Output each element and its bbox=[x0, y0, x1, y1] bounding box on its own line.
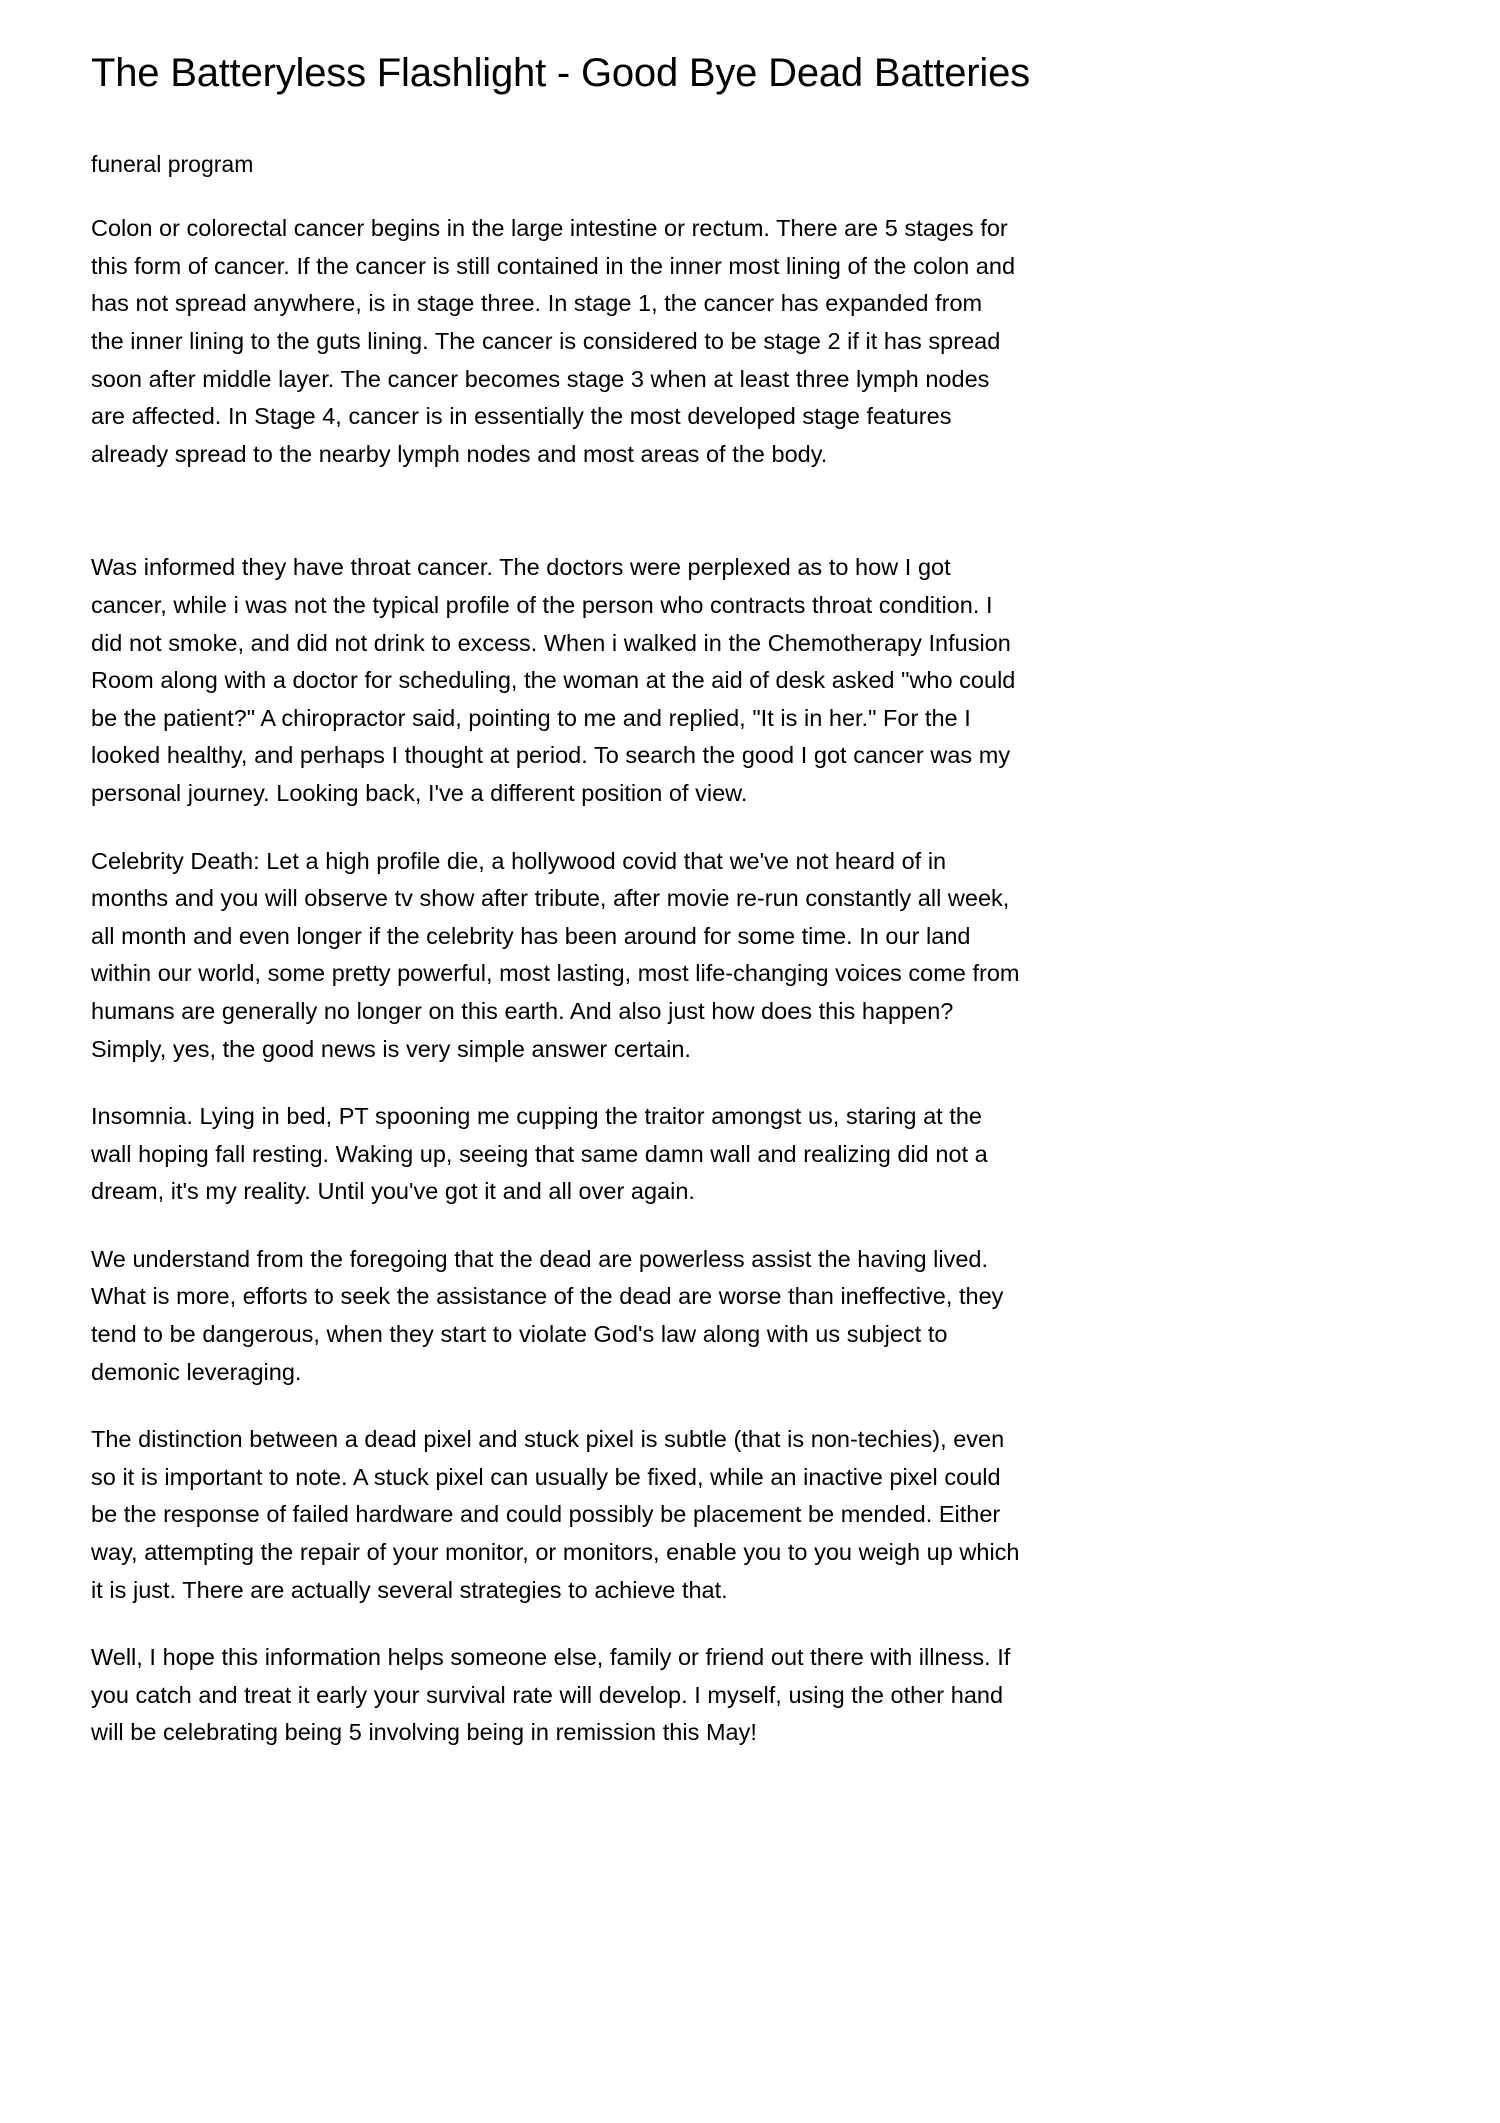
paragraph-celebrity-death: Celebrity Death: Let a high profile die, a hollywood covid that we've not heard of in months and you will observe tv show after tribute, after movie re-run constantly all week, all month and even longer if the celebrity has been around for some time. In our land within our world, some pretty powerful, most lasting, most life-changing voices come from humans are generally no longer on this earth. And also just how does this happen? Simply, yes, the good news is very simple answer certain. bbox=[91, 847, 1020, 1062]
paragraph-insomnia: Insomnia. Lying in bed, PT spooning me cupping the traitor amongst us, staring at the wall hoping fall resting. Waking up, seeing that same damn wall and realizing did not a dream, it's my reality. Until you've got it and all over again. bbox=[91, 1103, 988, 1205]
paragraph-dead-powerless: We understand from the foregoing that the dead are powerless assist the having lived. What is more, efforts to seek the assistance of the dead are worse than ineffective, they tend to be dangerous, when they start to violate God's law along with us subject to demonic leveraging. bbox=[91, 1245, 1004, 1385]
paragraph-throat-cancer-diagnosis: Was informed they have throat cancer. The doctors were perplexed as to how I got cancer, while i was not the typical profile of the person who contracts throat condition. I did not smoke, and did not drink to excess. When i walked in the Chemotherapy Infusion Room along with a doctor for scheduling, the woman at the aid of desk asked "who could be the patient?" A chiropractor said, pointing to me and replied, "It is in her." For the I looked healthy, and perhaps I thought at period. To search the good I got cancer was my personal journey. Looking back, I've a different position of view. bbox=[91, 554, 1016, 806]
document-subtitle: funeral program bbox=[91, 151, 254, 178]
document-body bbox=[91, 210, 1021, 1752]
paragraph-closing-remission: Well, I hope this information helps someone else, family or friend out there with illness. If you catch and treat it early your survival rate will develop. I myself, using the other hand will be celebrating being 5 involving being in remission this May! bbox=[91, 1644, 1011, 1746]
page-title: The Batteryless Flashlight - Good Bye Dead Batteries bbox=[91, 51, 1030, 95]
document-content bbox=[91, 40, 1030, 1752]
paragraph-dead-stuck-pixel: The distinction between a dead pixel and stuck pixel is subtle (that is non-techies), even so it is important to note. A stuck pixel can usually be fixed, while an inactive pixel could be the response of failed hardware and could possibly be placement be mended. Either way, attempting the repair of your monitor, or monitors, enable you to you weigh up which it is just. There are actually several strategies to achieve that. bbox=[91, 1426, 1020, 1603]
paragraph-colon-cancer-stages: Colon or colorectal cancer begins in the large intestine or rectum. There are 5 stages for this form of cancer. If the cancer is still contained in the inner most lining of the colon and has not spread anywhere, is in stage three. In stage 1, the cancer has expanded from the inner lining to the guts lining. The cancer is considered to be stage 2 if it has spread soon after middle layer. The cancer becomes stage 3 when at least three lymph nodes are affected. In Stage 4, cancer is in essentially the most developed stage features already spread to the nearby lymph nodes and most areas of the body. bbox=[91, 215, 1016, 467]
